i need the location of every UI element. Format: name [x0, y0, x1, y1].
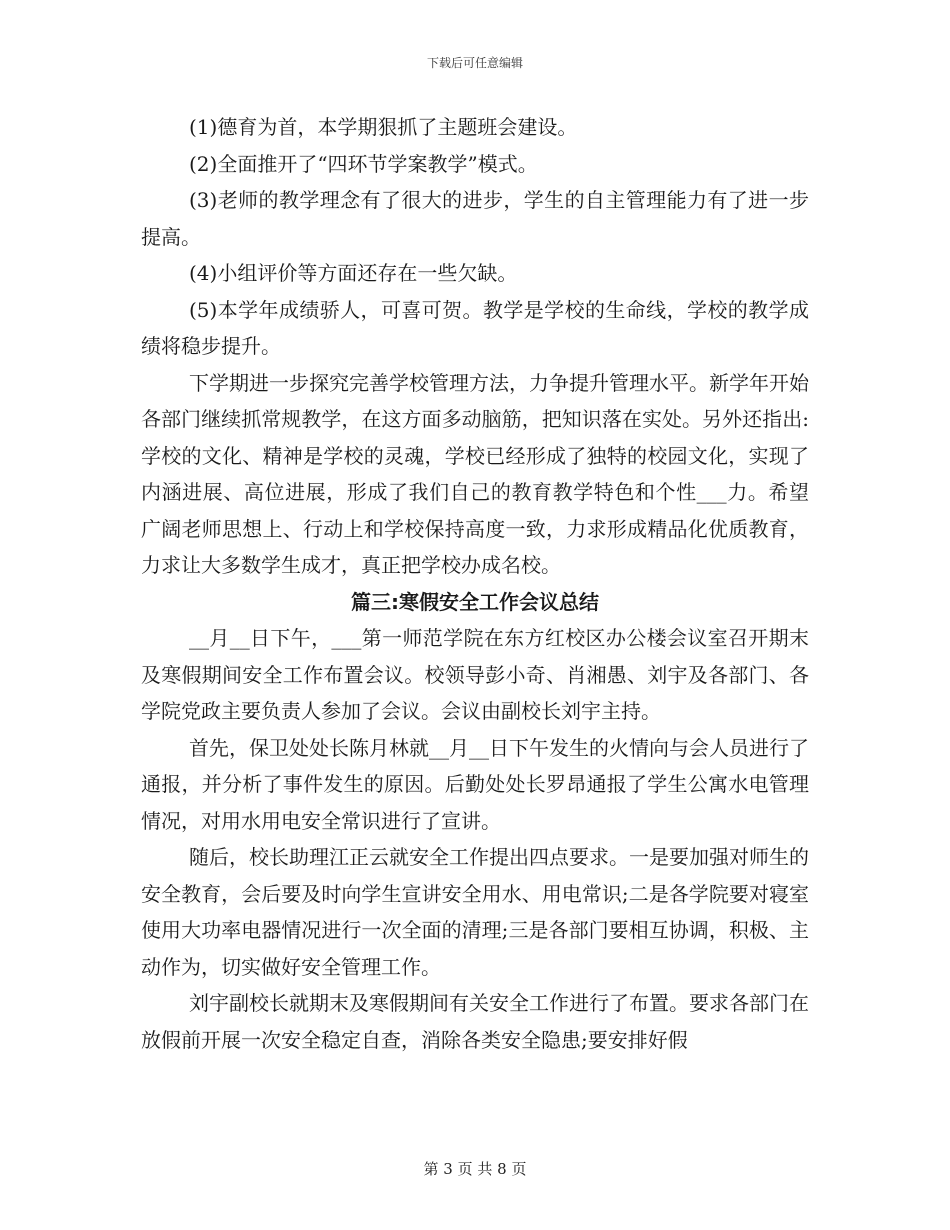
header-note: 下载后可任意编辑: [426, 56, 523, 70]
section-title: 篇三:寒假安全工作会议总结: [351, 589, 599, 614]
list-item: (3)老师的教学理念有了很大的进步，学生的自主管理能力有了进一步提高。: [141, 188, 809, 249]
document-body: [141, 109, 809, 1058]
section-paragraph: __月__日下午，___第一师范学院在东方红校区办公楼会议室召开期末及寒假期间安全工作布置会议。校领导彭小奇、肖湘愚、刘宇及各部门、各学院党政主要负责人参加了会议。会议由副校长刘宇主持。: [141, 626, 809, 723]
section-paragraph: 首先，保卫处处长陈月林就__月__日下午发生的火情向与会人员进行了通报，并分析了事件发生的原因。后勤处处长罗昂通报了学生公寓水电管理情况，对用水用电安全常识进行了宣讲。: [141, 735, 809, 833]
page-number: 第 3 页 共 8 页: [423, 1160, 527, 1178]
summary-paragraph: 下学期进一步探究完善学校管理方法，力争提升管理水平。新学年开始各部门继续抓常规教学，在这方面多动脑筋，把知识落在实处。另外还指出:学校的文化、精神是学校的灵魂，学校已经形成了独特的校园文化，实现了内涵进展、高位进展，形成了我们自己的教育教学特色和个性___力。希望广阔老师思想上、行动上和学校保持高度一致，力求形成精品化优质教育，力求让大多数学生成才，真正把学校办成名校。: [141, 370, 809, 577]
list-item: (5)本学年成绩骄人，可喜可贺。教学是学校的生命线，学校的教学成绩将稳步提升。: [141, 297, 809, 358]
section-paragraph: 随后，校长助理江正云就安全工作提出四点要求。一是要加强对师生的安全教育，会后要及时向学生宣讲安全用水、用电常识;二是各学院要对寝室使用大功率电器情况进行一次全面的清理;三是各部门要相互协调，积极、主动作为，切实做好安全管理工作。: [141, 845, 809, 979]
list-item: (2)全面推开了“四环节学案教学”模式。: [189, 151, 538, 176]
list-item: (1)德育为首，本学期狠抓了主题班会建设。: [189, 115, 578, 139]
list-item: (4)小组评价等方面还存在一些欠缺。: [189, 261, 518, 285]
section-paragraph: 刘宇副校长就期末及寒假期间有关安全工作进行了布置。要求各部门在放假前开展一次安全稳定自查，消除各类安全隐患;要安排好假: [141, 991, 809, 1052]
